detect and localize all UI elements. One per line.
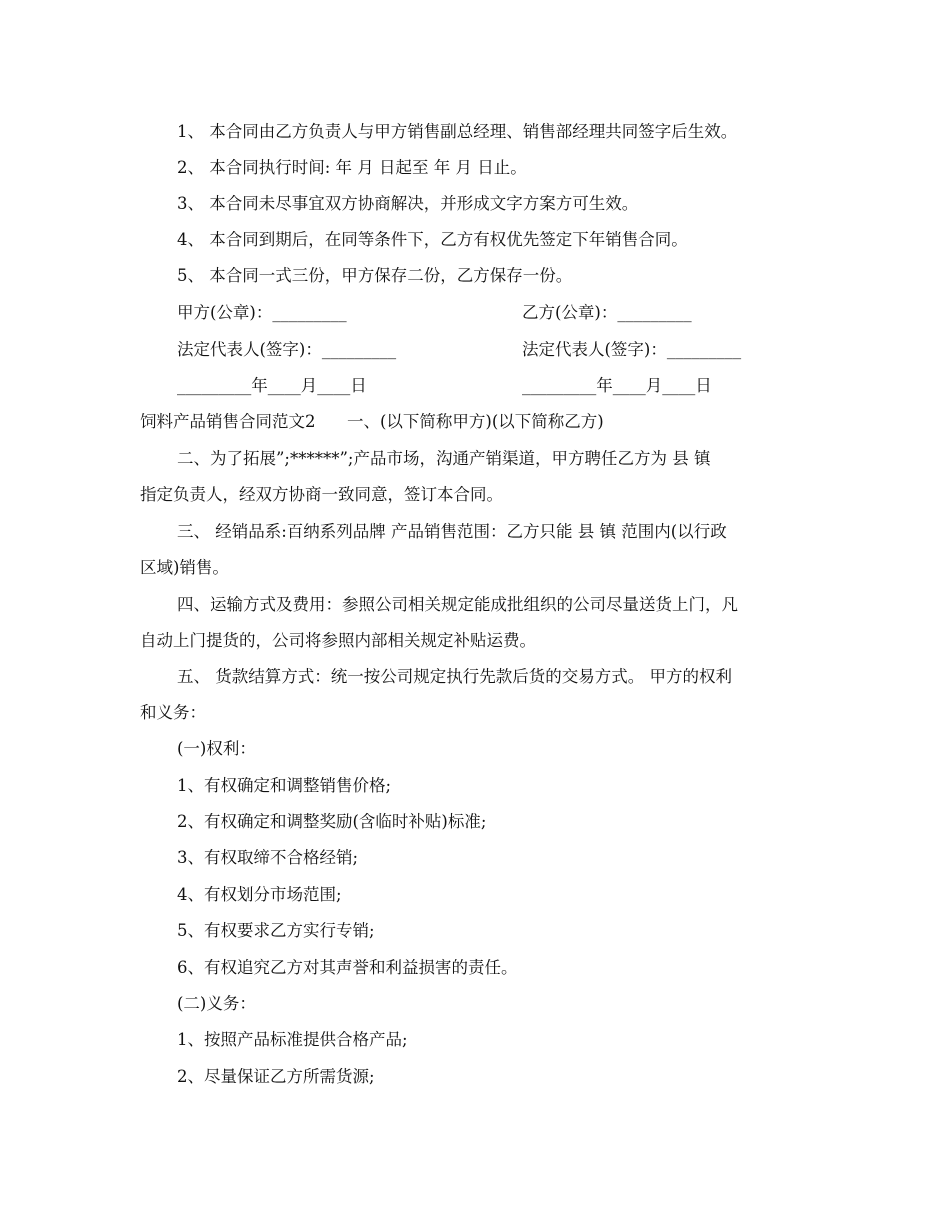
duties-heading: (二)义务： — [177, 994, 256, 1013]
rights-item: 3、有权取缔不合格经销; — [177, 848, 359, 867]
paragraph-5-line1: 五、 货款结算方式：统一按公司规定执行先款后货的交易方式。 甲方的权利 — [177, 667, 732, 686]
paragraph-5-line2: 和义务： — [140, 703, 206, 722]
clause-5: 5、 本合同一式三份，甲方保存二份，乙方保存一份。 — [177, 266, 573, 285]
paragraph-4-line2: 自动上门提货的，公司将参照内部相关规定补贴运费。 — [140, 631, 536, 650]
rights-item: 4、有权划分市场范围; — [177, 885, 342, 904]
paragraph-3-line1: 三、 经销品系:百纳系列品牌 产品销售范围：乙方只能 县 镇 范围内(以行政 — [177, 522, 727, 541]
duties-item: 1、按照产品标准提供合格产品; — [177, 1030, 408, 1049]
paragraph-2-line2: 指定负责人，经双方协商一致同意，签订本合同。 — [140, 485, 503, 504]
section-heading: 饲料产品销售合同范文2 一、(以下简称甲方)(以下简称乙方) — [140, 412, 604, 431]
rights-item: 5、有权要求乙方实行专销; — [177, 921, 375, 940]
clause-1: 1、 本合同由乙方负责人与甲方销售副总经理、销售部经理共同签字后生效。 — [177, 122, 738, 141]
party-a-representative: 法定代表人(签字)：_________ — [177, 340, 397, 359]
rights-heading: (一)权利： — [177, 739, 256, 758]
party-a-seal: 甲方(公章)：_________ — [177, 303, 347, 322]
paragraph-2-line1: 二、为了拓展”;******”;产品市场，沟通产销渠道，甲方聘任乙方为 县 镇 — [177, 449, 711, 468]
rights-item: 2、有权确定和调整奖励(含临时补贴)标准; — [177, 812, 487, 831]
clause-4: 4、 本合同到期后，在同等条件下，乙方有权优先签定下年销售合同。 — [177, 230, 688, 249]
party-b-representative: 法定代表人(签字)：_________ — [522, 340, 742, 359]
paragraph-3-line2: 区域)销售。 — [140, 558, 229, 577]
rights-item: 6、有权追究乙方对其声誉和利益损害的责任。 — [177, 958, 518, 977]
rights-item: 1、有权确定和调整销售价格; — [177, 776, 392, 795]
paragraph-4-line1: 四、运输方式及费用：参照公司相关规定能成批组织的公司尽量送货上门，凡 — [177, 595, 738, 614]
duties-item: 2、尽量保证乙方所需货源; — [177, 1067, 375, 1086]
party-b-date: _________年____月____日 — [522, 376, 712, 395]
party-a-date: _________年____月____日 — [177, 376, 367, 395]
clause-2: 2、 本合同执行时间: 年 月 日起至 年 月 日止。 — [177, 158, 527, 177]
party-b-seal: 乙方(公章)：_________ — [522, 303, 692, 322]
clause-3: 3、 本合同未尽事宜双方协商解决，并形成文字方案方可生效。 — [177, 194, 639, 213]
